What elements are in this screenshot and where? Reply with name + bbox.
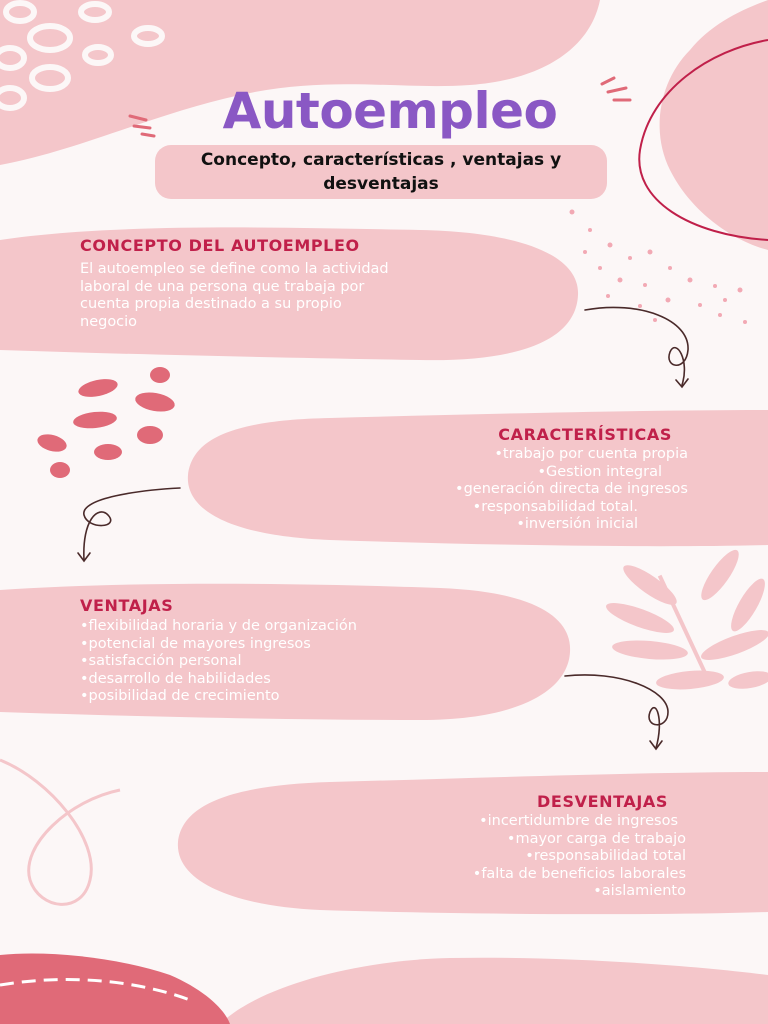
list-item: •flexibilidad horaria y de organización [80,618,357,634]
list-item: •incertidumbre de ingresos [479,813,678,829]
caracteristicas-list [455,446,688,534]
page-title: Autoempleo [222,82,558,140]
leaf-blobs [35,367,176,478]
list-item: •potencial de mayores ingresos [80,635,311,652]
list-item: •satisfacción personal [80,653,242,669]
list-item: •falta de beneficios laborales [472,865,686,882]
list-item: •responsabilidad total. [472,498,638,515]
desventajas-list [473,813,686,901]
list-item: •mayor carga de trabajo [506,830,686,847]
list-item: •aislamiento [593,883,686,899]
list-item: •inversión inicial [516,516,638,532]
subtitle-text: Concepto, características , ventajas y desventajas [200,150,562,194]
list-item: •posibilidad de crecimiento [80,688,280,704]
bottom-pink-wave [220,958,768,1024]
caracteristicas-heading: CARACTERÍSTICAS [498,425,672,444]
concepto-heading: CONCEPTO DEL AUTOEMPLEO [80,236,360,255]
list-item: •Gestion integral [537,463,662,480]
list-item: •responsabilidad total [525,848,686,864]
ventajas-heading: VENTAJAS [80,596,174,615]
desventajas-heading: DESVENTAJAS [537,792,668,811]
leaf-plant [603,545,768,692]
ventajas-list [80,618,357,706]
loop-outline [0,760,120,904]
bottom-red-blob [0,954,230,1024]
subtitle-box [155,145,607,199]
list-item: •trabajo por cuenta propia [494,446,688,462]
list-item: •desarrollo de habilidades [80,670,271,687]
list-item: •generación directa de ingresos [455,481,688,497]
concepto-text: El autoempleo se define como la actividad laboral de una persona que trabaja por cuenta propia destinado a su propio negocio [80,261,389,330]
